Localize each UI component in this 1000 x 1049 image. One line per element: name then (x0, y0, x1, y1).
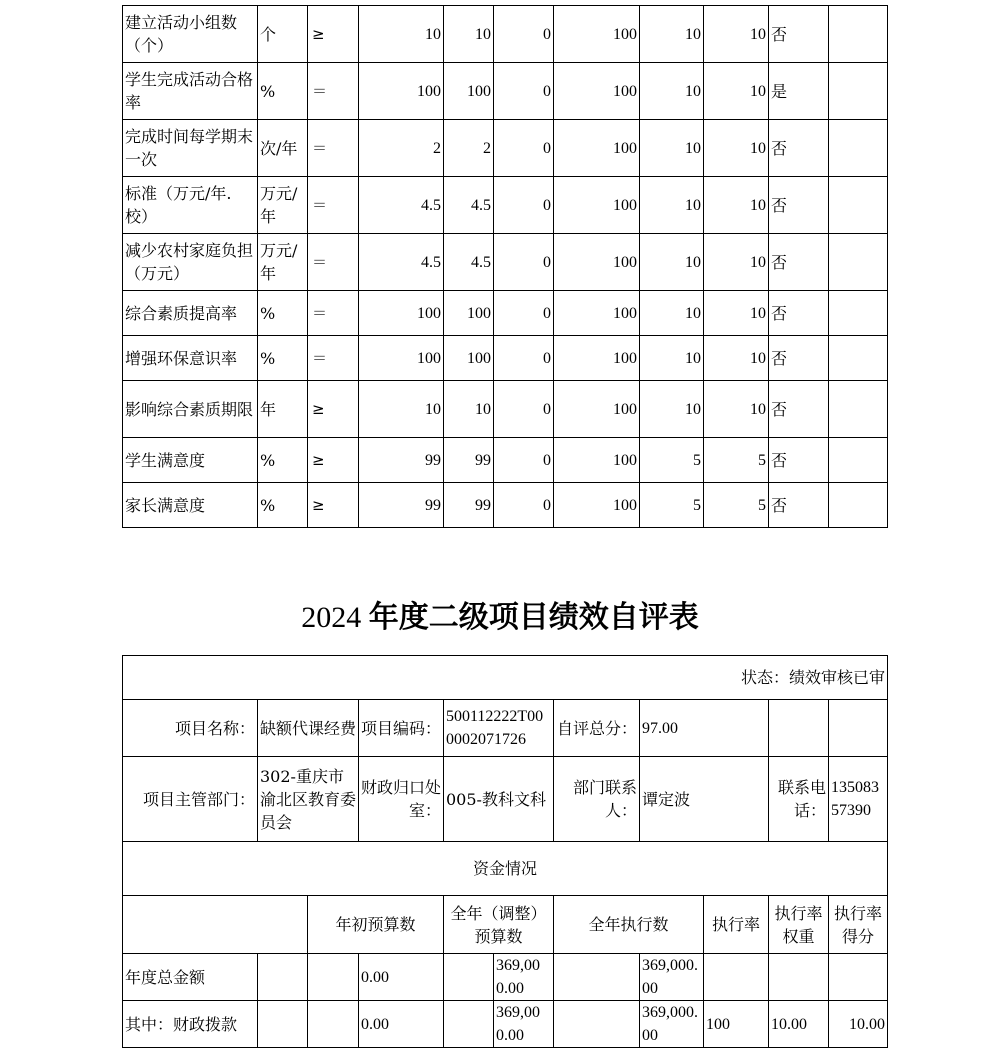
indicator-unit: 个 (258, 6, 308, 63)
blank-cell (444, 1001, 494, 1048)
indicator-actual: 99 (444, 438, 494, 483)
indicator-weight: 10 (640, 336, 704, 381)
indicator-target: 99 (359, 483, 444, 528)
indicator-rate: 100 (554, 234, 640, 291)
project-code-value: 500112222T000002071726 (444, 700, 554, 757)
indicator-weight: 10 (640, 63, 704, 120)
indicator-weight: 5 (640, 483, 704, 528)
blank-cell (258, 954, 308, 1001)
indicator-unit: 万元/年 (258, 234, 308, 291)
indicator-remark (829, 120, 888, 177)
contact-label: 部门联系人： (554, 757, 640, 842)
indicator-actual: 10 (444, 6, 494, 63)
indicator-actual: 99 (444, 483, 494, 528)
blank-cell (444, 954, 494, 1001)
indicator-remark (829, 438, 888, 483)
funds-header: 资金情况 (123, 842, 888, 896)
indicator-remark (829, 483, 888, 528)
project-code-label: 项目编码： (359, 700, 444, 757)
blank-cell (308, 954, 359, 1001)
indicator-operator: ＝ (308, 291, 359, 336)
table-row (123, 120, 888, 177)
indicator-target: 100 (359, 336, 444, 381)
indicator-score: 5 (704, 438, 769, 483)
indicator-name: 减少农村家庭负担（万元） (123, 234, 258, 291)
indicator-target: 100 (359, 63, 444, 120)
indicator-flag: 是 (769, 63, 829, 120)
indicator-flag: 否 (769, 234, 829, 291)
indicator-score: 10 (704, 291, 769, 336)
indicator-rate: 100 (554, 177, 640, 234)
page-title (0, 597, 1000, 639)
indicator-score: 5 (704, 483, 769, 528)
indicator-rate: 100 (554, 336, 640, 381)
indicator-target: 4.5 (359, 177, 444, 234)
indicator-name: 学生满意度 (123, 438, 258, 483)
indicator-unit: % (258, 438, 308, 483)
table-row (123, 336, 888, 381)
indicator-score: 10 (704, 6, 769, 63)
table-row (123, 291, 888, 336)
indicator-weight: 10 (640, 120, 704, 177)
indicator-actual: 2 (444, 120, 494, 177)
indicator-name: 综合素质提高率 (123, 291, 258, 336)
indicator-target: 10 (359, 381, 444, 438)
indicator-deviation: 0 (494, 63, 554, 120)
indicator-name: 完成时间每学期末一次 (123, 120, 258, 177)
project-name-label: 项目名称： (123, 700, 258, 757)
contact-value: 谭定波 (640, 757, 769, 842)
indicator-table (122, 5, 888, 528)
indicator-deviation: 0 (494, 234, 554, 291)
indicator-weight: 5 (640, 438, 704, 483)
indicator-operator: ＝ (308, 120, 359, 177)
indicator-target: 100 (359, 291, 444, 336)
indicator-remark (829, 177, 888, 234)
indicator-unit: 年 (258, 381, 308, 438)
blank-cell (769, 700, 829, 757)
indicator-score: 10 (704, 381, 769, 438)
indicator-actual: 10 (444, 381, 494, 438)
col-annual-budget: 全年（调整）预算数 (444, 896, 554, 954)
funds-row-label: 年度总金额 (123, 954, 258, 1001)
col-initial-budget: 年初预算数 (308, 896, 444, 954)
indicator-actual: 4.5 (444, 234, 494, 291)
annual-exec-value: 369,000.00 (640, 1001, 704, 1048)
rate-weight-value (769, 954, 829, 1001)
col-rate-weight: 执行率权重 (769, 896, 829, 954)
table-row (123, 1001, 888, 1048)
rate-score-value (829, 954, 888, 1001)
table-row (123, 483, 888, 528)
indicator-rate: 100 (554, 381, 640, 438)
indicator-actual: 100 (444, 291, 494, 336)
col-exec-rate: 执行率 (704, 896, 769, 954)
indicator-weight: 10 (640, 291, 704, 336)
indicator-flag: 否 (769, 483, 829, 528)
indicator-unit: 万元/年 (258, 177, 308, 234)
blank-cell (554, 1001, 640, 1048)
initial-budget-value: 0.00 (359, 954, 444, 1001)
indicator-score: 10 (704, 336, 769, 381)
indicator-deviation: 0 (494, 177, 554, 234)
indicator-deviation: 0 (494, 291, 554, 336)
indicator-rate: 100 (554, 291, 640, 336)
phone-value: 13508357390 (829, 757, 888, 842)
blank-cell (308, 1001, 359, 1048)
blank-cell (258, 1001, 308, 1048)
indicator-weight: 10 (640, 177, 704, 234)
funds-row-label: 其中：财政拨款 (123, 1001, 258, 1048)
status-badge: 状态：绩效审核已审 (123, 656, 888, 700)
indicator-weight: 10 (640, 381, 704, 438)
indicator-weight: 10 (640, 234, 704, 291)
indicator-actual: 4.5 (444, 177, 494, 234)
indicator-unit: % (258, 63, 308, 120)
exec-rate-value (704, 954, 769, 1001)
indicator-remark (829, 336, 888, 381)
blank-cell (123, 896, 308, 954)
col-rate-score: 执行率得分 (829, 896, 888, 954)
project-row (123, 700, 888, 757)
self-score-label: 自评总分： (554, 700, 640, 757)
indicator-score: 10 (704, 120, 769, 177)
indicator-rate: 100 (554, 120, 640, 177)
indicator-operator: ≥ (308, 483, 359, 528)
annual-exec-value: 369,000.00 (640, 954, 704, 1001)
indicator-target: 4.5 (359, 234, 444, 291)
indicator-remark (829, 234, 888, 291)
table-row (123, 381, 888, 438)
table-row (123, 438, 888, 483)
indicator-flag: 否 (769, 291, 829, 336)
indicator-name: 影响综合素质期限 (123, 381, 258, 438)
rate-score-value: 10.00 (829, 1001, 888, 1048)
phone-label: 联系电话： (769, 757, 829, 842)
title-year: 2024 (301, 601, 362, 634)
blank-cell (554, 954, 640, 1001)
finance-label: 财政归口处室： (359, 757, 444, 842)
indicator-operator: ＝ (308, 336, 359, 381)
indicator-unit: % (258, 336, 308, 381)
title-text: 年度二级项目绩效自评表 (368, 601, 699, 634)
indicator-remark (829, 291, 888, 336)
indicator-rate: 100 (554, 6, 640, 63)
initial-budget-value: 0.00 (359, 1001, 444, 1048)
indicator-score: 10 (704, 63, 769, 120)
indicator-remark (829, 63, 888, 120)
indicator-name: 建立活动小组数（个） (123, 6, 258, 63)
indicator-deviation: 0 (494, 381, 554, 438)
indicator-operator: ≥ (308, 438, 359, 483)
indicator-flag: 否 (769, 336, 829, 381)
blank-cell (829, 700, 888, 757)
finance-value: 005-教科文科 (444, 757, 554, 842)
indicator-name: 增强环保意识率 (123, 336, 258, 381)
project-name-value: 缺额代课经费 (258, 700, 359, 757)
indicator-deviation: 0 (494, 336, 554, 381)
indicator-deviation: 0 (494, 120, 554, 177)
indicator-operator: ＝ (308, 177, 359, 234)
indicator-name: 家长满意度 (123, 483, 258, 528)
funds-header-row (123, 842, 888, 896)
exec-rate-value: 100 (704, 1001, 769, 1048)
rate-weight-value: 10.00 (769, 1001, 829, 1048)
indicator-flag: 否 (769, 6, 829, 63)
annual-budget-value: 369,000.00 (494, 1001, 554, 1048)
self-score-value: 97.00 (640, 700, 769, 757)
indicator-target: 99 (359, 438, 444, 483)
indicator-name: 标准（万元/年.校） (123, 177, 258, 234)
indicator-unit: % (258, 291, 308, 336)
indicator-deviation: 0 (494, 483, 554, 528)
indicator-flag: 否 (769, 120, 829, 177)
indicator-operator: ＝ (308, 234, 359, 291)
indicator-operator: ≥ (308, 6, 359, 63)
indicator-score: 10 (704, 177, 769, 234)
indicator-rate: 100 (554, 438, 640, 483)
indicator-remark (829, 381, 888, 438)
indicator-actual: 100 (444, 336, 494, 381)
indicator-flag: 否 (769, 438, 829, 483)
indicator-remark (829, 6, 888, 63)
indicator-rate: 100 (554, 63, 640, 120)
evaluation-table (122, 655, 888, 1048)
indicator-actual: 100 (444, 63, 494, 120)
status-row (123, 656, 888, 700)
indicator-score: 10 (704, 234, 769, 291)
indicator-operator: ＝ (308, 63, 359, 120)
indicator-flag: 否 (769, 177, 829, 234)
indicator-deviation: 0 (494, 6, 554, 63)
funds-column-header-row (123, 896, 888, 954)
indicator-deviation: 0 (494, 438, 554, 483)
table-row (123, 63, 888, 120)
indicator-unit: 次/年 (258, 120, 308, 177)
table-row (123, 6, 888, 63)
indicator-unit: % (258, 483, 308, 528)
dept-label: 项目主管部门： (123, 757, 258, 842)
indicator-name: 学生完成活动合格率 (123, 63, 258, 120)
table-row (123, 234, 888, 291)
indicator-target: 2 (359, 120, 444, 177)
indicator-weight: 10 (640, 6, 704, 63)
indicator-target: 10 (359, 6, 444, 63)
col-annual-exec: 全年执行数 (554, 896, 704, 954)
dept-value: 302-重庆市渝北区教育委员会 (258, 757, 359, 842)
indicator-flag: 否 (769, 381, 829, 438)
department-row (123, 757, 888, 842)
table-row (123, 954, 888, 1001)
indicator-rate: 100 (554, 483, 640, 528)
annual-budget-value: 369,000.00 (494, 954, 554, 1001)
indicator-operator: ≥ (308, 381, 359, 438)
table-row (123, 177, 888, 234)
